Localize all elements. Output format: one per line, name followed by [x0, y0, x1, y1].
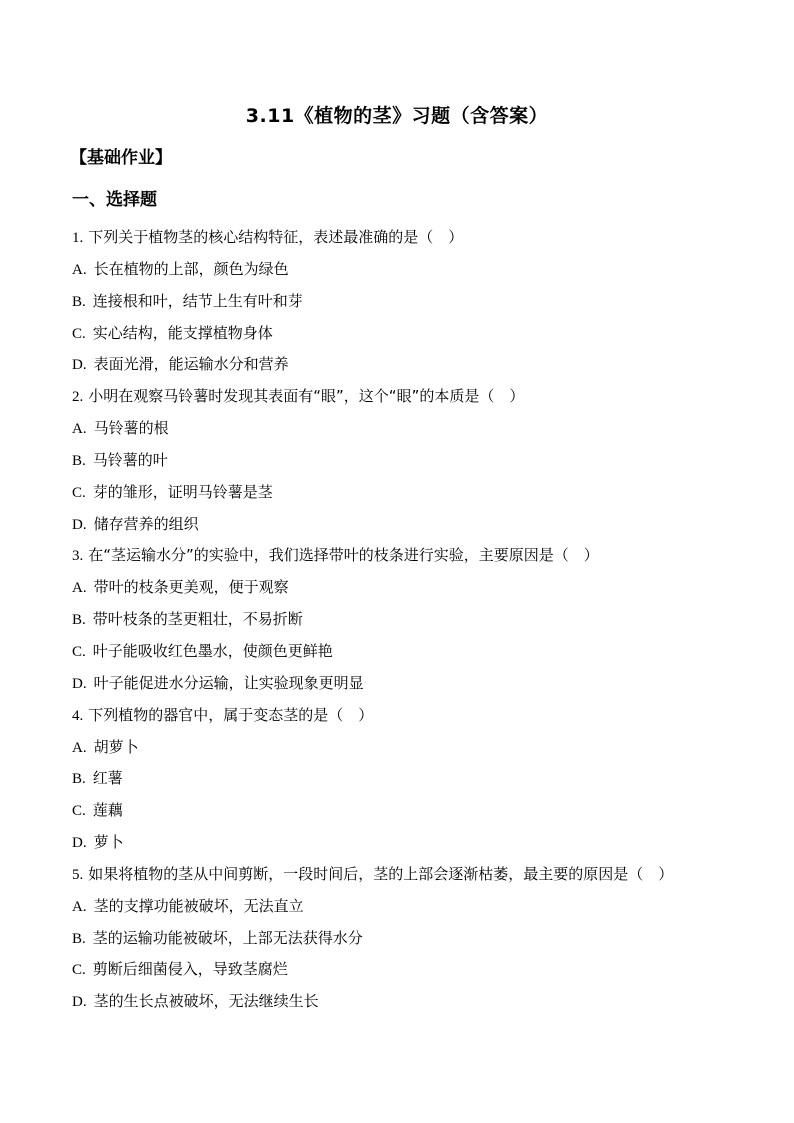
question-number: 4.	[72, 707, 84, 724]
answer-option	[72, 831, 752, 863]
answer-option	[72, 258, 752, 290]
document-title: 3.11《植物的茎》习题（含答案）	[245, 105, 549, 127]
answer-option	[72, 958, 752, 990]
section-basic-heading: 【基础作业】	[70, 148, 172, 168]
option-text: 储存营养的组织	[93, 514, 199, 533]
option-letter: A.	[72, 421, 87, 438]
option-letter: A.	[72, 739, 87, 756]
option-letter: C.	[72, 962, 86, 979]
option-text: 实心结构，能支撑植物身体	[92, 323, 273, 342]
option-text: 莲藕	[92, 801, 123, 820]
answer-option	[72, 640, 752, 672]
option-letter: B.	[72, 293, 86, 310]
question-stem	[72, 385, 752, 417]
question-text: 在“茎运输水分”的实验中，我们选择带叶的枝条进行实验，主要原因是（ ）	[88, 546, 599, 565]
answer-option	[72, 736, 752, 768]
answer-option	[72, 449, 752, 481]
answer-option	[72, 353, 752, 385]
option-letter: D.	[72, 675, 87, 692]
question-stem	[72, 704, 752, 736]
option-letter: C.	[72, 325, 86, 342]
option-letter: B.	[72, 452, 86, 469]
option-text: 带叶枝条的茎更粗壮，不易折断	[92, 610, 303, 629]
question-number: 2.	[72, 389, 84, 406]
answer-option	[72, 417, 752, 449]
answer-option	[72, 895, 752, 927]
question-text: 下列植物的器官中，属于变态茎的是（ ）	[88, 705, 374, 724]
option-text: 芽的雏形，证明马铃薯是茎	[92, 482, 273, 501]
section-choice-heading: 一、选择题	[72, 190, 157, 210]
option-letter: A.	[72, 261, 87, 278]
option-letter: B.	[72, 771, 86, 788]
option-letter: A.	[72, 580, 87, 597]
answer-option	[72, 513, 752, 545]
question-number: 3.	[72, 548, 84, 565]
option-letter: B.	[72, 930, 86, 947]
answer-option	[72, 799, 752, 831]
option-letter: D.	[72, 516, 87, 533]
option-text: 马铃薯的根	[93, 419, 169, 438]
answer-option	[72, 608, 752, 640]
answer-option	[72, 672, 752, 704]
answer-option	[72, 767, 752, 799]
option-text: 表面光滑，能运输水分和营养	[93, 355, 289, 374]
question-text: 下列关于植物茎的核心结构特征，表述最准确的是（ ）	[88, 228, 464, 246]
answer-option	[72, 927, 752, 959]
option-text: 红薯	[92, 769, 123, 788]
question-stem	[72, 226, 752, 258]
question-stem	[72, 863, 752, 895]
option-letter: D.	[72, 994, 87, 1011]
question-list	[72, 226, 752, 1022]
option-text: 剪断后细菌侵入，导致茎腐烂	[92, 960, 288, 979]
option-text: 带叶的枝条更美观，便于观察	[93, 578, 289, 597]
question-number: 5.	[72, 866, 84, 883]
option-text: 长在植物的上部，颜色为绿色	[93, 259, 289, 278]
option-text: 胡萝卜	[93, 737, 139, 756]
question-text: 小明在观察马铃薯时发现其表面有“眼”，这个“眼”的本质是（ ）	[88, 387, 525, 406]
option-letter: C.	[72, 803, 86, 820]
option-letter: C.	[72, 643, 86, 660]
answer-option	[72, 576, 752, 608]
option-text: 马铃薯的叶	[92, 450, 168, 469]
answer-option	[72, 990, 752, 1022]
option-text: 茎的生长点被破坏，无法继续生长	[93, 992, 319, 1011]
option-text: 叶子能促进水分运输，让实验现象更明显	[93, 673, 364, 692]
answer-option	[72, 481, 752, 513]
option-text: 连接根和叶，结节上生有叶和芽	[92, 291, 303, 310]
question-stem	[72, 544, 752, 576]
option-text: 茎的运输功能被破坏，上部无法获得水分	[92, 928, 363, 947]
option-text: 茎的支撑功能被破坏，无法直立	[93, 896, 304, 915]
option-text: 叶子能吸收红色墨水，使颜色更鲜艳	[92, 641, 333, 660]
option-letter: D.	[72, 835, 87, 852]
option-text: 萝卜	[93, 833, 124, 852]
answer-option	[72, 322, 752, 354]
question-text: 如果将植物的茎从中间剪断，一段时间后，茎的上部会逐渐枯萎，最主要的原因是（ ）	[88, 864, 674, 883]
answer-option	[72, 290, 752, 322]
option-letter: A.	[72, 898, 87, 915]
option-letter: D.	[72, 357, 87, 374]
option-letter: C.	[72, 484, 86, 501]
option-letter: B.	[72, 612, 86, 629]
question-number: 1.	[72, 230, 84, 246]
